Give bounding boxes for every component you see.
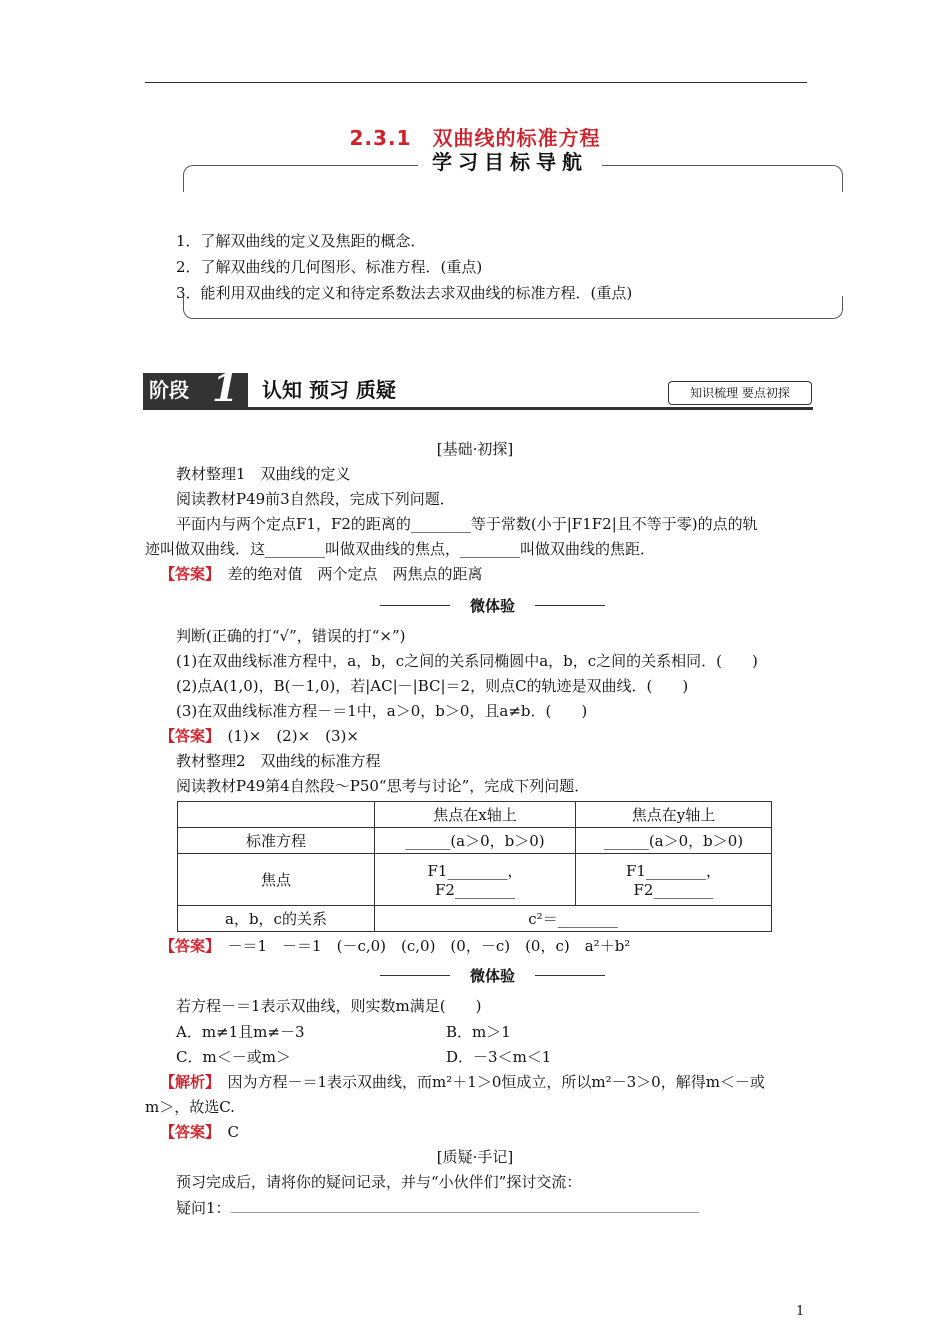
paragraph: 预习完成后，请将你的疑问记录，并与“小伙伴们”探讨交流：	[176, 1173, 582, 1191]
table-cell	[178, 802, 375, 828]
table-cell: a，b，c的关系	[178, 906, 375, 932]
answer-text: －＝1 －＝1 (－c,0) (c,0) (0，－c) (0，c) a²＋b²	[212, 937, 631, 955]
stage-title: 认知 预习 质疑	[262, 378, 396, 402]
analysis-line	[160, 1071, 765, 1092]
nav-label: 学习目标导航	[432, 150, 588, 174]
stage-tag: 知识梳理 要点初探	[668, 381, 812, 405]
table-header: 焦点在x轴上	[375, 802, 576, 828]
focus-item: F1________，	[626, 862, 721, 880]
micro-label: 微体验	[469, 597, 515, 615]
question: 若方程－＝1表示双曲线，则实数m满足( )	[176, 997, 482, 1015]
question: (1)在双曲线标准方程中，a，b，c之间的关系同椭圆中a，b，c之间的关系相同．( )	[176, 652, 758, 670]
option-a: A．m≠1且m≠－3	[176, 1023, 305, 1041]
table-cell: 焦点	[178, 854, 375, 906]
table-cell	[576, 854, 772, 906]
focus-item: F1________，	[427, 862, 523, 880]
paragraph: 平面内与两个定点F1，F2的距离的________等于常数(小于|F1F2|且不等于零)的点的轨	[176, 515, 758, 533]
answer-line	[160, 1121, 239, 1142]
paragraph: 判断(正确的打“√”，错误的打“×”)	[176, 627, 406, 645]
answer-text: C	[212, 1123, 239, 1141]
divider	[535, 975, 605, 976]
page-number: 1	[796, 1304, 805, 1319]
focus-item: F2________	[633, 881, 714, 899]
divider	[380, 975, 450, 976]
goals-frame-bottom	[183, 296, 843, 319]
table-cell: 标准方程	[178, 828, 375, 854]
goal-item: 1．了解双曲线的定义及焦距的概念．	[176, 232, 426, 250]
answer-label: 【答案】	[160, 727, 213, 745]
answer-line	[160, 563, 483, 584]
analysis-label: 【解析】	[160, 1073, 213, 1091]
divider	[380, 605, 450, 606]
answer-label: 【答案】	[160, 937, 213, 955]
goal-item: 3．能利用双曲线的定义和待定系数法去求双曲线的标准方程．(重点)	[176, 284, 633, 302]
answer-line	[160, 725, 359, 746]
stage-prefix: 阶段	[143, 373, 248, 407]
doubt-label: 疑问1：	[176, 1199, 231, 1217]
paragraph: 阅读教材P49前3自然段，完成下列问题．	[176, 490, 455, 508]
answer-label: 【答案】	[160, 565, 213, 583]
answer-label: 【答案】	[160, 1123, 213, 1141]
focus-item: F2________	[435, 881, 515, 899]
paragraph: 迹叫做双曲线．这________叫做双曲线的焦点，________叫做双曲线的焦距．	[145, 540, 656, 558]
option-b: B．m＞1	[446, 1023, 511, 1041]
table-cell: ______(a＞0，b＞0)	[576, 828, 772, 854]
table-cell	[375, 854, 576, 906]
answer-text: (1)× (2)× (3)×	[212, 727, 359, 745]
micro-heading	[380, 595, 605, 616]
equation-table	[177, 801, 772, 932]
micro-label: 微体验	[469, 967, 515, 985]
divider	[535, 605, 605, 606]
section-heading: [基础·初探]	[436, 440, 514, 458]
stage-number: 1	[212, 365, 239, 410]
question: (3)在双曲线标准方程－＝1中，a＞0，b＞0，且a≠b．( )	[176, 702, 588, 720]
doubt-input[interactable]	[231, 1198, 699, 1213]
analysis-text: 因为方程－＝1表示双曲线，而m²＋1＞0恒成立，所以m²－3＞0，解得m＜－或	[212, 1073, 765, 1091]
header-rule	[145, 82, 807, 83]
analysis-text: m＞，故选C.	[145, 1098, 235, 1116]
section-heading: [质疑·手记]	[436, 1148, 514, 1166]
topic-heading: 教材整理1 双曲线的定义	[176, 465, 351, 483]
table-header: 焦点在y轴上	[576, 802, 772, 828]
option-d: D．－3＜m＜1	[446, 1048, 552, 1066]
table-cell: ______(a＞0，b＞0)	[375, 828, 576, 854]
paragraph: 阅读教材P49第4自然段～P50“思考与讨论”，完成下列问题．	[176, 777, 590, 795]
question: (2)点A(1,0)，B(－1,0)，若|AC|－|BC|＝2，则点C的轨迹是双曲线．( )	[176, 677, 689, 695]
option-c: C．m＜－或m＞	[176, 1048, 291, 1066]
goal-item: 2．了解双曲线的几何图形、标准方程．(重点)	[176, 258, 483, 276]
answer-line	[160, 935, 630, 956]
answer-text: 差的绝对值 两个定点 两焦点的距离	[212, 565, 483, 583]
topic-heading: 教材整理2 双曲线的标准方程	[176, 752, 381, 770]
page-title: 2.3.1 双曲线的标准方程	[349, 126, 601, 150]
table-cell: c²＝________	[375, 906, 772, 932]
micro-heading	[380, 965, 605, 986]
doubt-line	[176, 1197, 699, 1218]
